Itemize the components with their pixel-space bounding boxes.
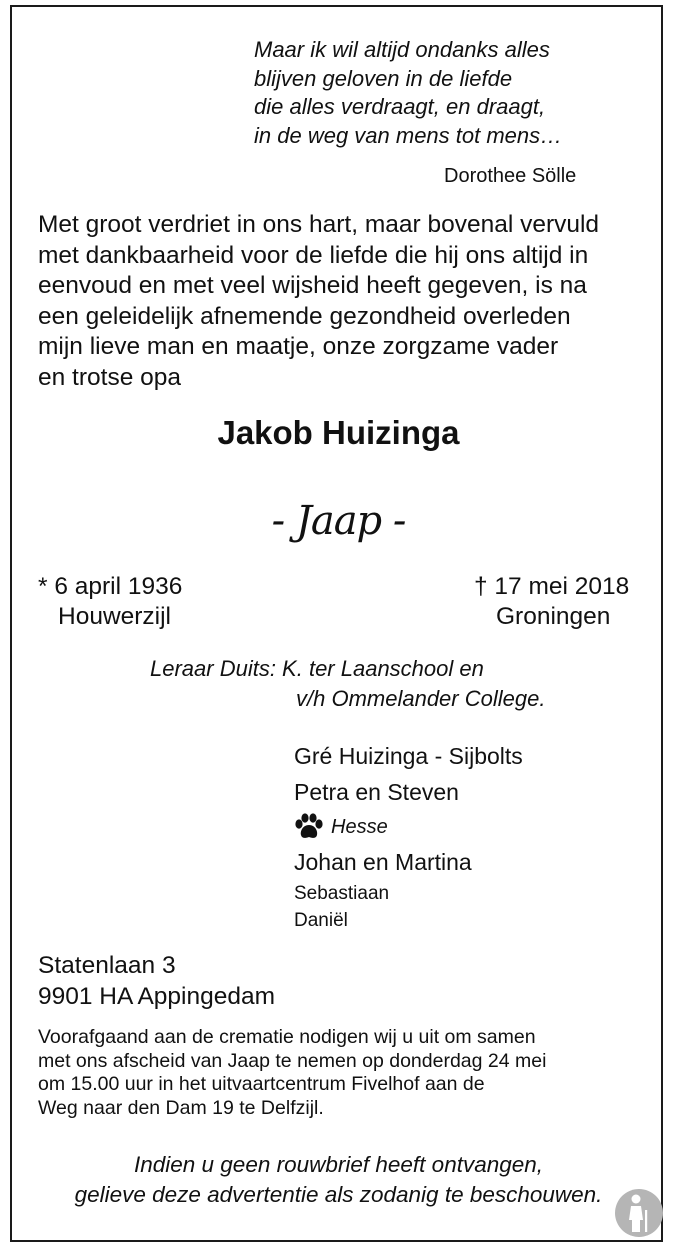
birth-date: * 6 april 1936 bbox=[38, 573, 183, 600]
family-grandchild-2: Daniël bbox=[294, 910, 348, 931]
invitation-text bbox=[38, 1026, 546, 1120]
poem-line: blijven geloven in de liefde bbox=[254, 65, 513, 91]
intro-line: en trotse opa bbox=[38, 363, 182, 391]
intro-text bbox=[38, 210, 599, 393]
closing-line-1: Indien u geen rouwbrief heeft ontvangen, bbox=[133, 1152, 544, 1177]
poem-line: in de weg van mens tot mens… bbox=[254, 122, 563, 148]
intro-line: mijn lieve man en maatje, onze zorgzame vader bbox=[38, 333, 559, 360]
death-date: † 17 mei 2018 bbox=[474, 573, 630, 600]
intro-line: een geleidelijk afnemende gezondheid overleden bbox=[38, 302, 571, 330]
poem-quote bbox=[254, 36, 562, 150]
closing-line-2: gelieve deze advertentie als zodanig te beschouwen. bbox=[74, 1182, 603, 1207]
address-street: Statenlaan 3 bbox=[38, 952, 176, 979]
family-child-2: Johan en Martina bbox=[294, 849, 472, 875]
family-pet bbox=[294, 810, 523, 844]
occupation-line-1: Leraar Duits: K. ter Laanschool en bbox=[150, 656, 484, 681]
invitation-line: Weg naar den Dam 19 te Delfzijl. bbox=[38, 1096, 324, 1119]
closing-note bbox=[0, 1150, 677, 1210]
death-info bbox=[474, 572, 629, 632]
family-grandchild-1: Sebastiaan bbox=[294, 883, 390, 904]
invitation-line: met ons afscheid van Jaap te nemen op donderdag 24 mei bbox=[38, 1049, 547, 1072]
home-address bbox=[38, 950, 275, 1012]
occupation bbox=[150, 654, 545, 714]
death-place: Groningen bbox=[496, 603, 611, 630]
pet-name: Hesse bbox=[331, 816, 388, 838]
intro-line: met dankbaarheid voor de liefde die hij ons altijd in bbox=[38, 241, 589, 269]
family-list bbox=[294, 738, 523, 934]
deceased-name: Jakob Huizinga bbox=[217, 414, 460, 451]
poem-line: die alles verdraagt, en draagt, bbox=[254, 94, 546, 119]
intro-line: Met groot verdriet in ons hart, maar bovenal vervuld bbox=[38, 211, 600, 238]
invitation-line: om 15.00 uur in het uitvaartcentrum Fivelhof aan de bbox=[38, 1073, 485, 1095]
invitation-line: Voorafgaand aan de crematie nodigen wij u uit om samen bbox=[38, 1026, 536, 1048]
birth-info bbox=[38, 572, 182, 632]
publisher-logo-icon bbox=[614, 1188, 664, 1238]
deceased-nickname: - Jaap - bbox=[271, 498, 406, 544]
family-spouse: Gré Huizinga - Sijbolts bbox=[294, 743, 523, 769]
occupation-line-2: v/h Ommelander College. bbox=[296, 686, 546, 711]
birth-place: Houwerzijl bbox=[58, 603, 172, 630]
family-child-1: Petra en Steven bbox=[294, 779, 459, 805]
intro-line: eenvoud en met veel wijsheid heeft gegeven, is na bbox=[38, 272, 587, 299]
poem-line: Maar ik wil altijd ondanks alles bbox=[254, 37, 550, 62]
paw-print-icon bbox=[294, 813, 324, 841]
poem-author: Dorothee Sölle bbox=[444, 165, 577, 187]
address-city: 9901 HA Appingedam bbox=[38, 983, 276, 1010]
